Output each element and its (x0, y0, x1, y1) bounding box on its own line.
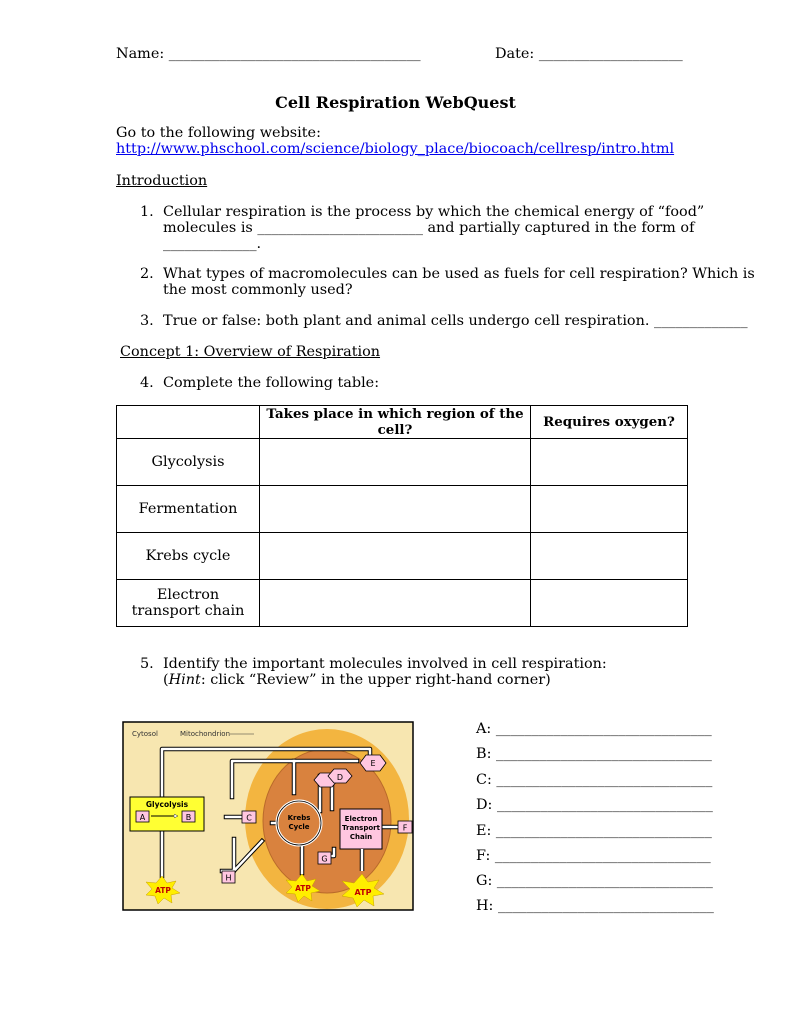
table-header-row (117, 406, 688, 439)
question-3-line-1: True or false: both plant and animal cells undergo cell respiration. _____________ (163, 313, 748, 329)
table-answer-cell[interactable] (531, 486, 688, 533)
label-g: G (321, 854, 328, 864)
table-row (117, 580, 688, 627)
hint-open-paren: ( (163, 672, 169, 688)
hint-word: Hint (168, 672, 201, 688)
table-answer-cell[interactable] (260, 533, 531, 580)
hint-text: : click “Review” in the upper right-hand corner) (200, 672, 551, 688)
table-answer-cell[interactable] (260, 439, 531, 486)
answer-line-a[interactable]: A: ______________________________ (476, 721, 712, 737)
goto-text: Go to the following website: (116, 125, 321, 141)
label-b: B (185, 813, 192, 822)
section-heading-introduction: Introduction (116, 173, 208, 189)
krebs-label-2: Cycle (288, 823, 310, 831)
table-row-label: Electron transport chain (117, 580, 260, 627)
question-2-line-1: What types of macromolecules can be used as fuels for cell respiration? Which is (163, 266, 755, 282)
question-number: 5. (140, 656, 154, 672)
table-answer-cell[interactable] (260, 580, 531, 627)
mitochondrion-label: Mitochondrion (180, 730, 231, 738)
label-h: H (225, 873, 232, 883)
table-row-label: Krebs cycle (117, 533, 260, 580)
question-2-line-2: the most commonly used? (163, 282, 353, 298)
answer-line-e[interactable]: E: ______________________________ (476, 823, 712, 839)
answer-line-d[interactable]: D: ______________________________ (476, 797, 713, 813)
website-link[interactable]: http://www.phschool.com/science/biology_place/biocoach/cellresp/intro.html (116, 141, 675, 157)
atp-label: ATP (354, 888, 372, 897)
question-number: 4. (140, 375, 154, 391)
answer-line-b[interactable]: B: ______________________________ (476, 746, 712, 762)
table-header-cell (117, 406, 260, 439)
respiration-table (116, 405, 688, 627)
label-d: D (336, 773, 344, 782)
label-f: F (402, 823, 408, 833)
question-5-line-1: Identify the important molecules involved in cell respiration: (163, 656, 607, 672)
table-row (117, 486, 688, 533)
question-1-line-2: molecules is _______________________ and partially captured in the form of (163, 220, 695, 236)
table-answer-cell[interactable] (531, 439, 688, 486)
table-answer-cell[interactable] (531, 580, 688, 627)
section-heading-concept-1: Concept 1: Overview of Respiration (120, 344, 381, 360)
question-1-line-3: _____________. (163, 236, 262, 252)
question-number: 2. (140, 266, 154, 282)
etc-label-1: Electron (344, 815, 378, 823)
answer-line-c[interactable]: C: ______________________________ (476, 772, 713, 788)
table-row (117, 439, 688, 486)
question-4-line-1: Complete the following table: (163, 375, 380, 391)
page-title: Cell Respiration WebQuest (275, 93, 516, 112)
question-5-hint (163, 672, 551, 688)
date-field-label: Date: ____________________ (495, 46, 683, 62)
atp-label: ATP (295, 884, 311, 893)
label-c: C (246, 813, 252, 823)
krebs-label-1: Krebs (287, 814, 311, 822)
glycolysis-label: Glycolysis (145, 800, 189, 809)
table-header-cell: Takes place in which region of the cell? (260, 406, 531, 439)
etc-label-2: Transport (342, 824, 380, 832)
name-field-label: Name: ___________________________________ (116, 46, 421, 62)
table-answer-cell[interactable] (531, 533, 688, 580)
table-header-cell: Requires oxygen? (531, 406, 688, 439)
etc-label-3: Chain (349, 833, 373, 841)
question-1-line-1: Cellular respiration is the process by which the chemical energy of “food” (163, 204, 705, 220)
label-e: E (370, 759, 376, 768)
table-row-label: Glycolysis (117, 439, 260, 486)
table-row-label: Fermentation (117, 486, 260, 533)
label-a: A (139, 813, 146, 822)
question-number: 1. (140, 204, 154, 220)
answer-line-h[interactable]: H: ______________________________ (476, 898, 714, 914)
question-number: 3. (140, 313, 154, 329)
atp-label: ATP (155, 886, 171, 895)
table-answer-cell[interactable] (260, 486, 531, 533)
cell-respiration-diagram (122, 721, 414, 911)
cytosol-label: Cytosol (132, 730, 158, 738)
table-row (117, 533, 688, 580)
answer-line-g[interactable]: G: ______________________________ (476, 873, 713, 889)
answer-line-f[interactable]: F: ______________________________ (476, 848, 711, 864)
